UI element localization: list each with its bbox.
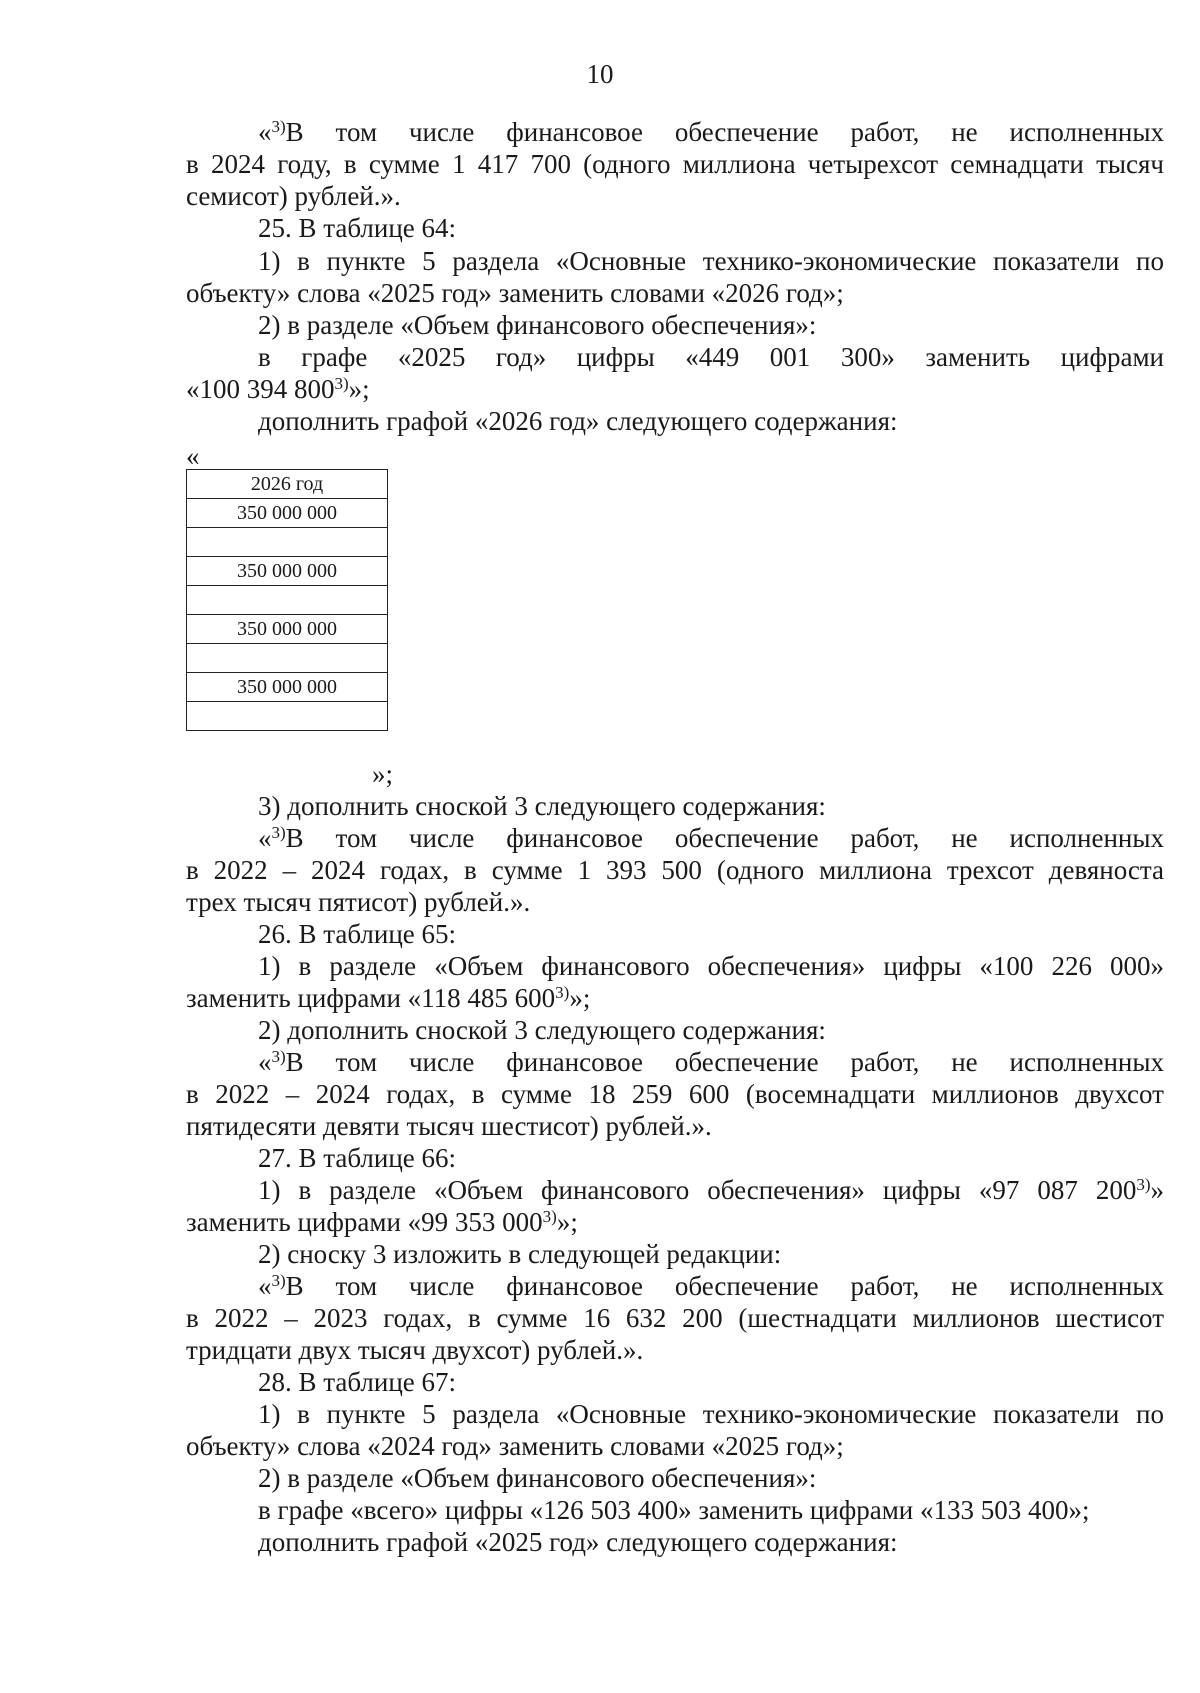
text-line: заменить цифрами «118 485 600$^{3)}$»; (186, 983, 591, 1013)
table-cell: 350 000 000 (187, 557, 388, 586)
close-quote: »; (372, 759, 394, 789)
text-line: пятидесяти девяти тысяч шестисот) рублей.». (186, 1111, 712, 1141)
footnote-marker: 3) (542, 1207, 557, 1226)
section-heading: 26. В таблице 65: (258, 919, 457, 949)
text-line: «$^{3)}$В том числе финансовое обеспечение работ, не исполненных (258, 1047, 1164, 1077)
footnote-marker: 3) (271, 1047, 286, 1066)
table-cell (187, 702, 388, 731)
footnote-marker: 3) (555, 983, 570, 1002)
footnote-marker: 3) (334, 374, 349, 393)
text-line: 1) в разделе «Объем финансового обеспечения» цифры «100 226 000» (258, 951, 1164, 981)
section-heading: 25. В таблице 64: (258, 213, 457, 243)
text-line: тридцати двух тысяч двухсот) рублей.». (186, 1335, 644, 1365)
text-line: 1) в пункте 5 раздела «Основные технико-экономические показатели по (258, 246, 1164, 276)
text-line: в графе «2025 год» цифры «449 001 300» заменить цифрами (258, 342, 1164, 372)
footnote-marker: 3) (271, 823, 286, 842)
text-line: трех тысяч пятисот) рублей.». (186, 887, 531, 917)
section-heading: 27. В таблице 66: (258, 1143, 457, 1173)
text-line: 2) в разделе «Объем финансового обеспечения»: (258, 1463, 817, 1493)
text-line: в 2022 – 2023 годах, в сумме 16 632 200 (шестнадцати миллионов шестисот (186, 1303, 1164, 1333)
text-line: в 2024 году, в сумме 1 417 700 (одного миллиона четырехсот семнадцати тысяч (186, 149, 1164, 179)
table-cell: 350 000 000 (187, 615, 388, 644)
text-line: объекту» слова «2025 год» заменить словами «2026 год»; (186, 278, 844, 308)
text-line: дополнить графой «2025 год» следующего содержания: (258, 1527, 898, 1557)
text-line: 2) дополнить сноской 3 следующего содержания: (258, 1015, 826, 1045)
text-line: 3) дополнить сноской 3 следующего содержания: (258, 791, 826, 821)
text-line: «$^{3)}$В том числе финансовое обеспечение работ, не исполненных (258, 823, 1164, 853)
text-line: 1) в пункте 5 раздела «Основные технико-экономические показатели по (258, 1399, 1164, 1429)
text-line: 2) сноску 3 изложить в следующей редакции: (258, 1239, 782, 1269)
table-cell: 350 000 000 (187, 499, 388, 528)
table-2026 (186, 469, 388, 731)
table-header: 2026 год (187, 470, 388, 499)
text-line: 1) в разделе «Объем финансового обеспечения» цифры «97 087 200$^{3)}$» (258, 1175, 1164, 1205)
text-line: «100 394 800$^{3)}$»; (186, 374, 370, 404)
text-line: 2) в разделе «Объем финансового обеспечения»: (258, 310, 817, 340)
section-heading: 28. В таблице 67: (258, 1367, 457, 1397)
text-line: семисот) рублей.». (186, 181, 401, 211)
table-cell (187, 644, 388, 673)
footnote-marker: 3) (1136, 1175, 1151, 1194)
text-line: дополнить графой «2026 год» следующего содержания: (258, 406, 898, 436)
text-line: в графе «всего» цифры «126 503 400» заменить цифрами «133 503 400»; (258, 1495, 1090, 1525)
text-line: в 2022 – 2024 годах, в сумме 18 259 600 (восемнадцати миллионов двухсот (186, 1079, 1164, 1109)
table-cell (187, 528, 388, 557)
text-line: в 2022 – 2024 годах, в сумме 1 393 500 (одного миллиона трехсот девяноста (186, 855, 1164, 885)
text-line: «$^{3)}$В том числе финансовое обеспечение работ, не исполненных (258, 1271, 1164, 1301)
text-line: объекту» слова «2024 год» заменить словами «2025 год»; (186, 1431, 844, 1461)
page-number: 10 (586, 59, 614, 89)
open-quote: « (186, 441, 200, 471)
text-line: «$^{3)}$В том числе финансовое обеспечение работ, не исполненных (258, 117, 1164, 147)
text-line: заменить цифрами «99 353 000$^{3)}$»; (186, 1207, 578, 1237)
footnote-marker: 3) (271, 1271, 286, 1290)
footnote-marker: 3) (271, 117, 286, 136)
table-cell: 350 000 000 (187, 673, 388, 702)
table-cell (187, 586, 388, 615)
